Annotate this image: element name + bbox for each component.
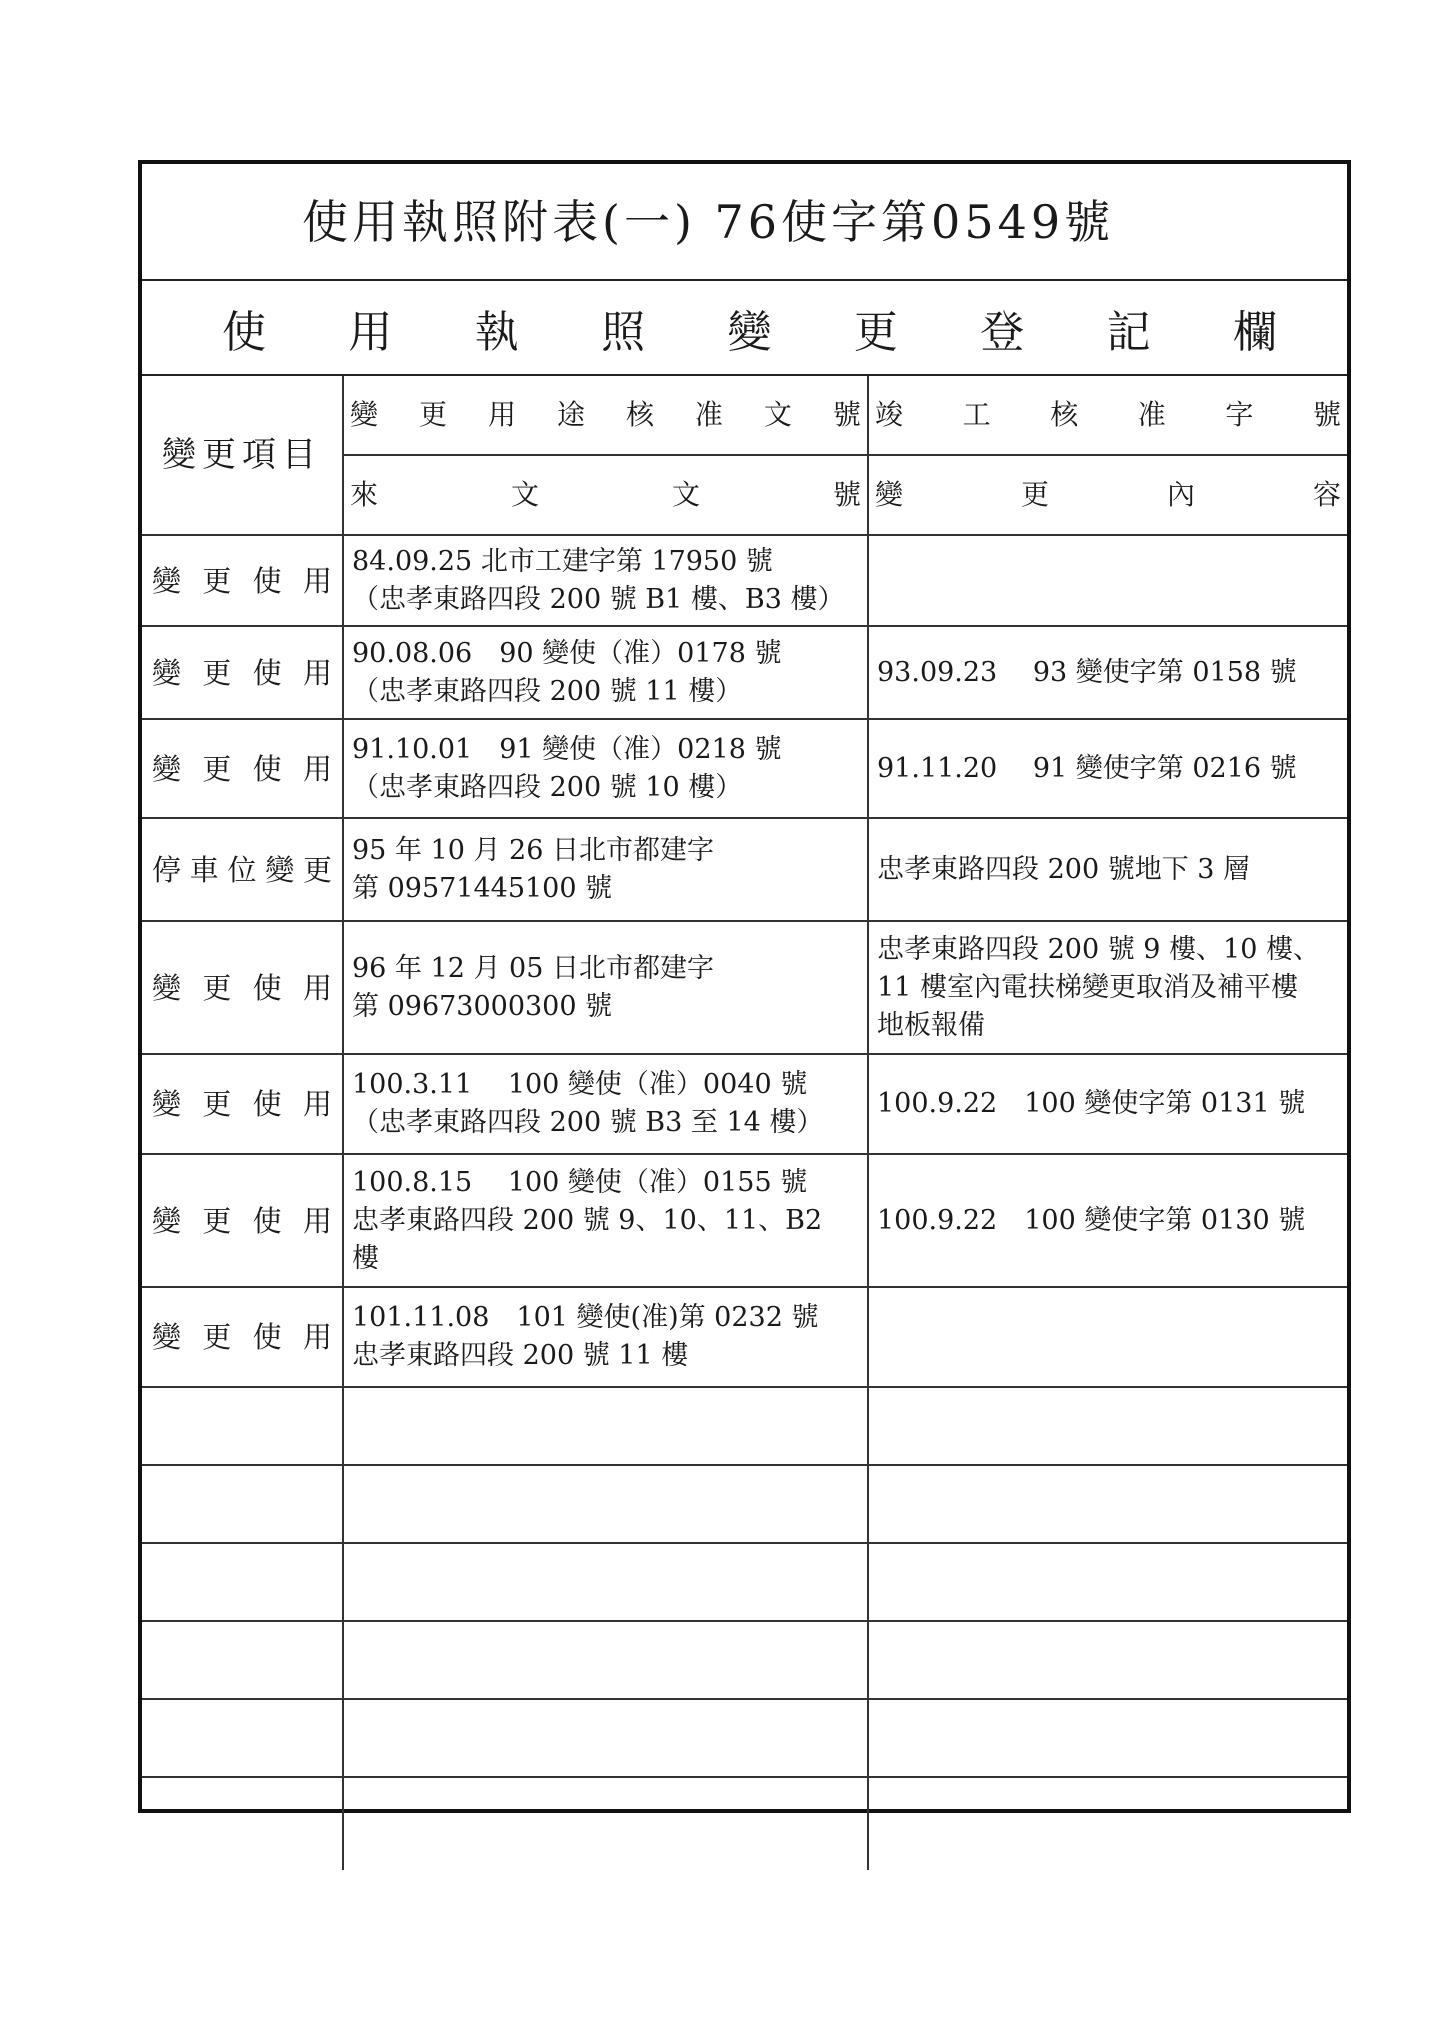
doc-line: 95 年 10 月 26 日北市都建字: [352, 834, 714, 866]
doc-line: （忠孝東路四段 200 號 11 樓）: [352, 675, 743, 707]
row-item-char: 使: [252, 970, 282, 1005]
content-line: 忠孝東路四段 200 號 9 樓、10 樓、: [877, 933, 1320, 965]
row-item: [142, 627, 344, 720]
row-item-char: 變: [152, 1203, 182, 1238]
row-item-char: 變: [152, 563, 182, 598]
empty-item: [142, 1778, 344, 1870]
row-item-char: 使: [252, 563, 282, 598]
empty-doc: [344, 1388, 869, 1466]
row-item-char: 用: [302, 563, 332, 598]
row-item-char: 更: [202, 751, 232, 786]
row-item-char: 使: [252, 1203, 282, 1238]
row-doc-no: [344, 1155, 869, 1288]
page-title: 使用執照附表(一) 76使字第0549號: [142, 164, 1347, 281]
document-frame: [138, 160, 1351, 1813]
empty-content: [869, 1622, 1347, 1700]
header-approval-char: 途: [556, 398, 585, 431]
row-content: [869, 922, 1347, 1055]
doc-line: 忠孝東路四段 200 號 9、10、11、B2: [352, 1204, 823, 1236]
row-item-char: 車: [189, 852, 219, 887]
doc-line: 忠孝東路四段 200 號 11 樓: [352, 1340, 689, 1371]
row-item-char: 變: [152, 751, 182, 786]
row-item-char: 使: [252, 1087, 282, 1121]
header-approval-char: 變: [350, 398, 379, 431]
row-item-char: 變: [152, 1320, 182, 1354]
header-content-char: 變: [875, 478, 904, 511]
header-approval-char: 准: [694, 398, 723, 431]
empty-doc: [344, 1700, 869, 1778]
row-content: [869, 720, 1347, 819]
header-approval-char: 文: [763, 398, 792, 431]
doc-line: 樓: [352, 1242, 379, 1274]
empty-content: [869, 1700, 1347, 1778]
row-item-char: 變: [152, 655, 182, 690]
row-item: [142, 1288, 344, 1388]
empty-item: [142, 1466, 344, 1544]
row-item-char: 使: [252, 655, 282, 690]
row-content: [869, 536, 1347, 627]
empty-doc: [344, 1466, 869, 1544]
subtitle-char: 執: [474, 306, 519, 358]
row-item-char: 更: [202, 563, 232, 598]
header-change-content: [869, 456, 1347, 536]
row-content: [869, 627, 1347, 720]
row-doc-no: [344, 1288, 869, 1388]
row-content: [869, 819, 1347, 922]
row-doc-no: [344, 720, 869, 819]
empty-doc: [344, 1544, 869, 1622]
header-approval-char: 號: [832, 398, 861, 431]
row-content: [869, 1055, 1347, 1155]
header-approval-char: 用: [487, 398, 516, 431]
doc-line: 101.11.08 101 變使(准)第 0232 號: [352, 1302, 819, 1333]
subtitle-char: 登: [980, 306, 1025, 358]
row-item: [142, 536, 344, 627]
empty-item: [142, 1388, 344, 1466]
subtitle-char: 變: [727, 306, 772, 358]
row-item-char: 停: [152, 852, 182, 887]
content-line: 地板報備: [877, 1009, 985, 1041]
row-item-char: 更: [202, 655, 232, 690]
doc-line: 第 09673000300 號: [352, 990, 613, 1022]
row-doc-no: [344, 627, 869, 720]
row-doc-no: [344, 536, 869, 627]
empty-content: [869, 1778, 1347, 1870]
row-doc-no: [344, 922, 869, 1055]
subtitle-char: 記: [1106, 306, 1151, 358]
subtitle-char: 欄: [1233, 306, 1277, 358]
section-subtitle: [142, 281, 1347, 376]
header-completion-char: 號: [1312, 398, 1341, 431]
doc-line: （忠孝東路四段 200 號 10 樓）: [352, 771, 743, 803]
empty-item: [142, 1622, 344, 1700]
row-item-char: 變: [152, 1087, 182, 1121]
doc-line: 第 09571445100 號: [352, 872, 613, 904]
header-incoming-char: 文: [671, 478, 700, 511]
header-item: 變更項目: [142, 376, 344, 536]
row-item-char: 更: [202, 970, 232, 1005]
content-line: 100.9.22 100 變使字第 0131 號: [877, 1088, 1306, 1119]
subtitle-char: 用: [348, 306, 393, 358]
subtitle-char: 更: [853, 306, 898, 358]
doc-line: 100.3.11 100 變使（准）0040 號: [352, 1069, 808, 1100]
row-item-char: 用: [302, 1320, 332, 1354]
row-item-char: 位: [227, 852, 257, 887]
empty-doc: [344, 1622, 869, 1700]
content-line: 93.09.23 93 變使字第 0158 號: [877, 656, 1297, 688]
doc-line: （忠孝東路四段 200 號 B1 樓、B3 樓）: [352, 583, 845, 615]
header-content-char: 更: [1020, 478, 1049, 511]
row-content: [869, 1155, 1347, 1288]
header-completion-char: 核: [1050, 398, 1079, 431]
header-completion-no: [869, 376, 1347, 456]
row-item-char: 使: [252, 1320, 282, 1354]
row-item-char: 用: [302, 970, 332, 1005]
content-line: 忠孝東路四段 200 號地下 3 層: [877, 853, 1251, 885]
content-line: 100.9.22 100 變使字第 0130 號: [877, 1204, 1306, 1236]
header-approval-no: [344, 376, 869, 456]
row-item-char: 更: [202, 1087, 232, 1121]
row-doc-no: [344, 819, 869, 922]
header-incoming-char: 號: [832, 478, 861, 511]
header-completion-char: 字: [1225, 398, 1254, 431]
header-content-char: 內: [1166, 478, 1195, 511]
row-item-char: 更: [202, 1203, 232, 1238]
row-item: [142, 819, 344, 922]
row-content: [869, 1288, 1347, 1388]
row-item: [142, 720, 344, 819]
empty-content: [869, 1388, 1347, 1466]
subtitle-char: 照: [601, 306, 646, 358]
doc-line: 91.10.01 91 變使（准）0218 號: [352, 733, 782, 765]
row-item-char: 用: [302, 655, 332, 690]
subtitle-char: 使: [222, 306, 266, 358]
row-item-char: 使: [252, 751, 282, 786]
row-item-char: 用: [302, 751, 332, 786]
content-line: 91.11.20 91 變使字第 0216 號: [877, 752, 1297, 784]
empty-item: [142, 1700, 344, 1778]
row-item: [142, 1155, 344, 1288]
content-line: 11 樓室內電扶梯變更取消及補平樓: [877, 971, 1298, 1003]
row-item-char: 用: [302, 1087, 332, 1121]
header-approval-char: 核: [625, 398, 654, 431]
header-completion-char: 工: [962, 398, 991, 431]
doc-line: 96 年 12 月 05 日北市都建字: [352, 952, 714, 984]
header-approval-char: 更: [418, 398, 447, 431]
empty-doc: [344, 1778, 869, 1870]
registration-table: [142, 376, 1347, 1870]
header-incoming-doc: [344, 456, 869, 536]
row-item-char: 更: [202, 1320, 232, 1354]
doc-line: 100.8.15 100 變使（准）0155 號: [352, 1166, 808, 1198]
header-content-char: 容: [1312, 478, 1341, 511]
row-doc-no: [344, 1055, 869, 1155]
header-incoming-char: 來: [350, 478, 379, 511]
header-completion-char: 准: [1137, 398, 1166, 431]
doc-line: 90.08.06 90 變使（准）0178 號: [352, 637, 782, 669]
doc-line: （忠孝東路四段 200 號 B3 至 14 樓）: [352, 1107, 824, 1138]
row-item-char: 變: [152, 970, 182, 1005]
row-item-char: 變: [265, 852, 295, 887]
header-completion-char: 竣: [875, 398, 904, 431]
doc-line: 84.09.25 北市工建字第 17950 號: [352, 545, 773, 577]
header-incoming-char: 文: [510, 478, 539, 511]
row-item-char: 用: [302, 1203, 332, 1238]
row-item: [142, 1055, 344, 1155]
empty-content: [869, 1466, 1347, 1544]
empty-content: [869, 1544, 1347, 1622]
empty-item: [142, 1544, 344, 1622]
row-item: [142, 922, 344, 1055]
row-item-char: 更: [302, 852, 332, 887]
